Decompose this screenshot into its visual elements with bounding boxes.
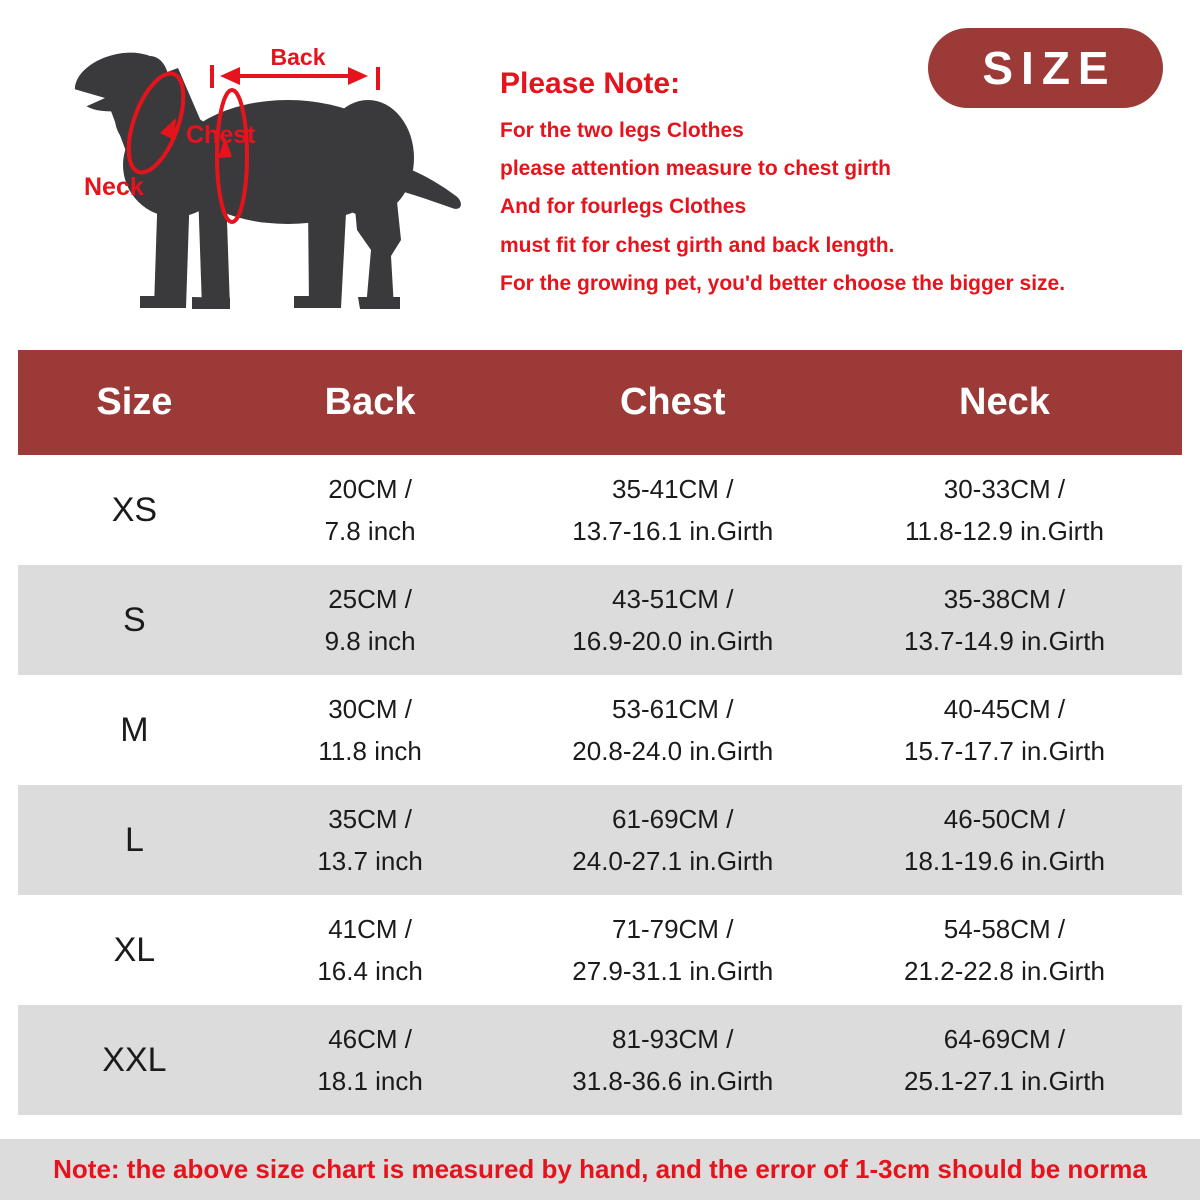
chest-cell: 43-51CM / 16.9-20.0 in.Girth [572,584,774,656]
neck-label: Neck [84,173,144,201]
table-body [18,455,1182,1115]
chest-cell: 35-41CM / 13.7-16.1 in.Girth [572,474,774,546]
chest-cell: 81-93CM / 31.8-36.6 in.Girth [572,1024,774,1096]
back-label: Back [270,44,326,70]
chest-cell: 61-69CM / 24.0-27.1 in.Girth [572,804,774,876]
header-cell-chest: Chest [619,381,726,423]
please-note-lines [500,112,1065,303]
chest-cell: 71-79CM / 27.9-31.1 in.Girth [572,914,774,986]
back-arrow-head-right [348,67,368,85]
neck-cell: 35-38CM / 13.7-14.9 in.Girth [904,584,1105,656]
header-cell-back: Back [324,381,416,423]
table-header-row [18,350,1182,455]
back-cell: 41CM / 16.4 inch [317,914,423,986]
table-row [18,675,1182,785]
size-cell: XS [111,491,158,529]
table-row [18,455,1182,565]
back-cell: 46CM / 18.1 inch [317,1024,423,1096]
footer-note-bar [0,1139,1200,1200]
size-cell: XL [113,931,156,969]
table-row [18,785,1182,895]
footer-note-text: Note: the above size chart is measured by hand, and the error of 1-3cm should be norma [53,1154,1147,1184]
neck-cell: 46-50CM / 18.1-19.6 in.Girth [904,804,1105,876]
back-cell: 30CM / 11.8 inch [318,694,422,766]
note-line: For the two legs Clothes [500,119,744,142]
table-row [18,565,1182,675]
back-cell: 35CM / 13.7 inch [317,804,423,876]
note-line: must fit for chest girth and back length. [500,233,895,257]
size-cell: M [120,711,149,749]
note-line: For the growing pet, you'd better choose the bigger size. [500,271,1066,295]
neck-cell: 54-58CM / 21.2-22.8 in.Girth [904,914,1105,986]
note-line: And for fourlegs Clothes [500,195,747,219]
table-row [18,1005,1182,1115]
header-cell-neck: Neck [959,381,1050,423]
chest-label: Chest [186,121,256,149]
neck-cell: 40-45CM / 15.7-17.7 in.Girth [904,694,1105,766]
size-cell: XXL [102,1041,167,1079]
back-cell: 25CM / 9.8 inch [324,584,416,656]
size-badge: SIZE [928,28,1163,108]
header-cell-size: Size [96,381,173,423]
please-note-heading: Please Note: [500,67,681,100]
table-row [18,895,1182,1005]
size-cell: L [124,821,144,859]
size-table [18,350,1182,1115]
neck-cell: 64-69CM / 25.1-27.1 in.Girth [904,1024,1105,1096]
neck-cell: 30-33CM / 11.8-12.9 in.Girth [904,474,1104,546]
back-arrow-head-left [220,67,240,85]
chest-cell: 53-61CM / 20.8-24.0 in.Girth [572,694,774,766]
note-line: please attention measure to chest girth [500,157,891,181]
size-cell: S [123,601,146,639]
back-cell: 20CM / 7.8 inch [324,474,416,546]
